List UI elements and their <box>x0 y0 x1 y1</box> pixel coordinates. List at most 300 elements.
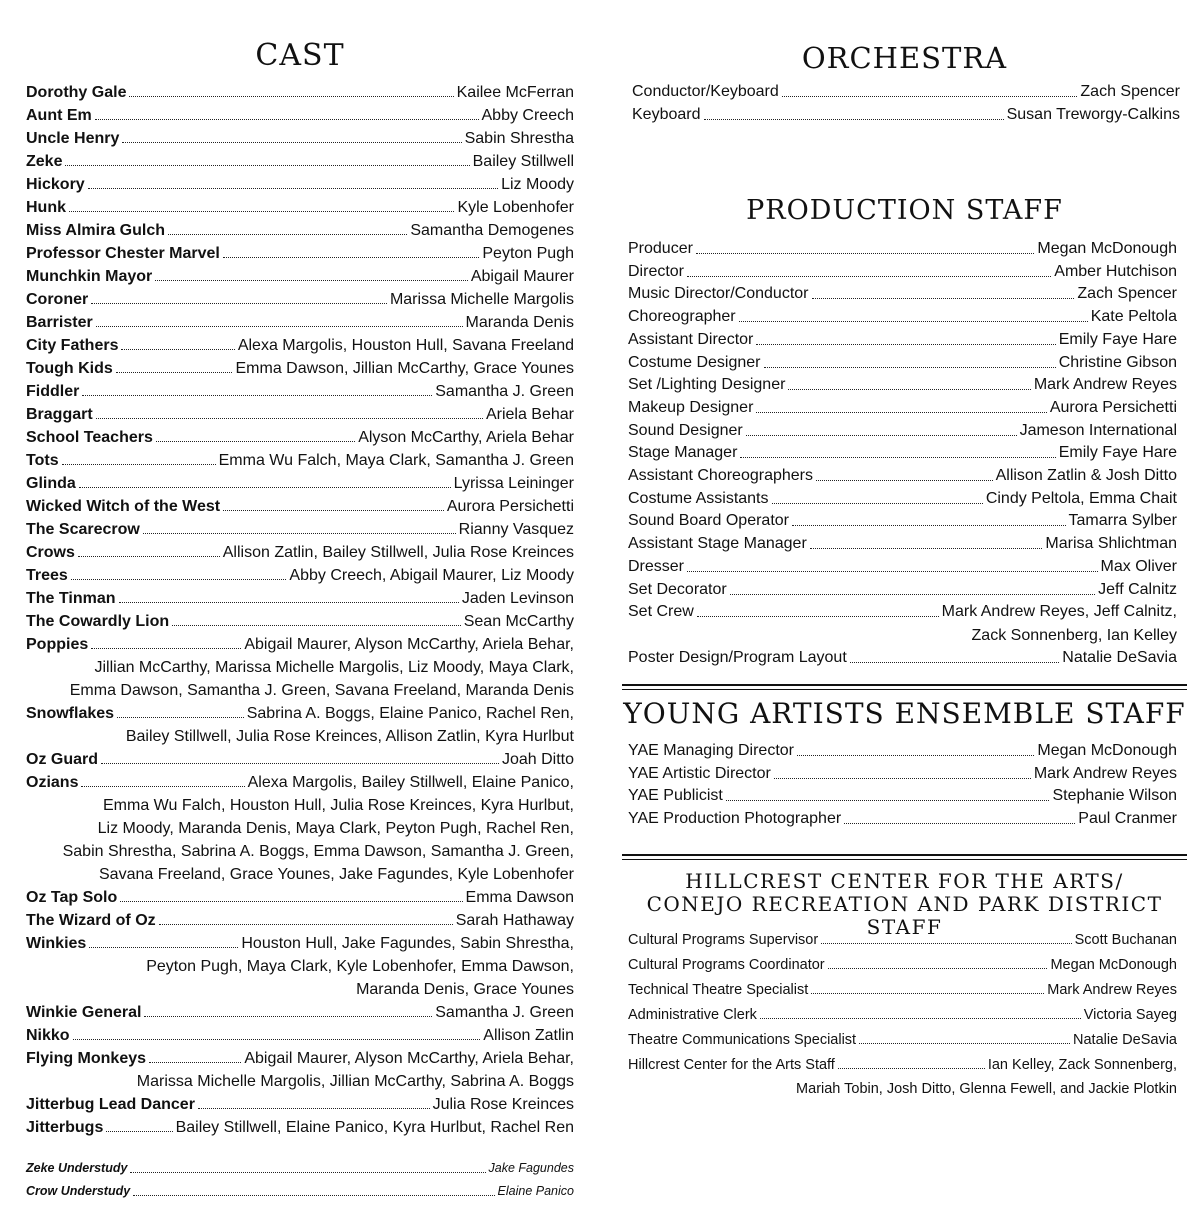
performer-names: Rianny Vasquez <box>458 521 574 538</box>
performer-names: Ariela Behar <box>485 406 574 423</box>
performer-names-continued: Sabin Shrestha, Sabrina A. Boggs, Emma Dawson, Samantha J. Green, <box>62 843 574 860</box>
credit-row <box>628 763 1177 786</box>
performer-names: Paul Cranmer <box>1078 810 1177 828</box>
credit-row <box>26 472 574 495</box>
orchestra-list <box>632 81 1180 126</box>
dot-leader <box>69 196 454 212</box>
credit-row <box>628 1053 1177 1078</box>
credit-row <box>26 311 574 334</box>
role-label: Munchkin Mayor <box>26 268 153 285</box>
role-label: Keyboard <box>632 105 701 123</box>
credit-row <box>628 808 1177 831</box>
role-label: Zeke <box>26 153 63 170</box>
dot-leader <box>71 564 287 580</box>
performer-names: Emily Faye Hare <box>1058 444 1177 462</box>
credit-row <box>26 242 574 265</box>
role-label: Cultural Programs Coordinator <box>628 957 825 973</box>
performer-names: Joah Ditto <box>501 751 574 768</box>
dot-leader <box>797 740 1034 756</box>
credit-row <box>26 1024 574 1047</box>
credit-row <box>26 449 574 472</box>
performer-names: Max Oliver <box>1100 557 1177 575</box>
role-label: Crow Understudy <box>26 1184 131 1198</box>
performer-names: Julia Rose Kreinces <box>432 1096 574 1113</box>
performer-names-continued: Maranda Denis, Grace Younes <box>356 981 574 998</box>
role-label: Dresser <box>628 557 685 575</box>
role-label: Zeke Understudy <box>26 1161 128 1175</box>
performer-names: Mark Andrew Reyes <box>1033 376 1177 394</box>
role-label: YAE Publicist <box>628 787 723 805</box>
dot-leader <box>740 442 1055 458</box>
performer-names: Samantha J. Green <box>435 383 574 400</box>
credit-row <box>26 334 574 357</box>
performer-names: Scott Buchanan <box>1074 932 1177 948</box>
role-label: Conductor/Keyboard <box>632 83 779 100</box>
credit-row <box>26 265 574 288</box>
credit-row <box>628 352 1177 375</box>
credit-row <box>26 219 574 242</box>
dot-leader <box>697 601 939 617</box>
credit-row <box>26 1157 574 1180</box>
credit-row <box>632 104 1180 127</box>
production-heading: PRODUCTION STAFF <box>746 195 1063 226</box>
role-label: Costume Designer <box>628 353 761 371</box>
credit-row <box>628 420 1177 443</box>
performer-names: Peyton Pugh <box>482 245 574 262</box>
role-label: Makeup Designer <box>628 398 754 416</box>
performer-names-continued: Peyton Pugh, Maya Clark, Kyle Lobenhofer, Emma Dawson, <box>146 958 574 975</box>
credit-row <box>628 647 1177 670</box>
credit-row <box>26 173 574 196</box>
dot-leader <box>821 928 1071 944</box>
dot-leader <box>91 633 241 649</box>
divider <box>622 684 1187 686</box>
role-label: Barrister <box>26 314 93 331</box>
divider <box>622 859 1187 860</box>
dot-leader <box>726 785 1050 801</box>
dot-leader <box>65 150 469 166</box>
performer-names: Abby Creech <box>481 107 574 124</box>
dot-leader <box>62 449 216 465</box>
role-label: YAE Artistic Director <box>628 764 771 782</box>
credit-row <box>26 196 574 219</box>
yae-heading: YOUNG ARTISTS ENSEMBLE STAFF <box>623 697 1186 730</box>
performer-names-continued: Emma Wu Falch, Houston Hull, Julia Rose Kreinces, Kyra Hurlbut, <box>103 797 574 814</box>
cast-heading: CAST <box>255 38 345 73</box>
performer-names: Jake Fagundes <box>488 1161 574 1175</box>
role-label: The Tinman <box>26 590 116 607</box>
performer-names: Allison Zatlin <box>483 1027 574 1044</box>
dot-leader <box>119 587 459 603</box>
dot-leader <box>144 1001 432 1017</box>
role-label: Set Crew <box>628 603 694 621</box>
dot-leader <box>159 909 453 925</box>
credit-row <box>26 610 574 633</box>
dot-leader <box>223 242 480 258</box>
role-label: School Teachers <box>26 429 153 446</box>
dot-leader <box>756 397 1046 413</box>
role-label: Stage Manager <box>628 444 738 462</box>
dot-leader <box>91 288 387 304</box>
credit-row <box>26 771 574 794</box>
role-label: The Wizard of Oz <box>26 912 156 929</box>
performer-names: Allison Zatlin & Josh Ditto <box>995 467 1177 485</box>
role-label: Assistant Stage Manager <box>628 535 807 553</box>
credit-row <box>26 564 574 587</box>
performer-names: Jameson International <box>1019 421 1177 439</box>
credit-row <box>628 283 1177 306</box>
role-label: Tots <box>26 452 59 469</box>
dot-leader <box>746 420 1017 436</box>
role-label: Hunk <box>26 199 66 216</box>
role-label: Poster Design/Program Layout <box>628 648 847 666</box>
performer-names-continued: Bailey Stillwell, Julia Rose Kreinces, Allison Zatlin, Kyra Hurlbut <box>125 728 574 745</box>
credit-row <box>628 978 1177 1003</box>
hillcrest-heading-line2: CONEJO RECREATION AND PARK DISTRICT STAFF <box>646 892 1163 939</box>
performer-names: Megan McDonough <box>1037 742 1177 759</box>
dot-leader <box>844 808 1075 824</box>
credit-row <box>628 465 1177 488</box>
performer-names-continued: Emma Dawson, Samantha J. Green, Savana Freeland, Maranda Denis <box>69 682 574 699</box>
performer-names: Zach Spencer <box>1077 285 1177 303</box>
performer-names: Emily Faye Hare <box>1058 330 1177 348</box>
divider <box>622 854 1187 856</box>
divider <box>622 689 1187 690</box>
hillcrest-heading-line1: HILLCREST CENTER FOR THE ARTS/ <box>685 869 1124 893</box>
dot-leader <box>756 329 1055 345</box>
dot-leader <box>764 352 1056 368</box>
credit-row <box>628 261 1177 284</box>
performer-names: Amber Hutchison <box>1054 262 1177 280</box>
dot-leader <box>739 306 1088 322</box>
performer-names: Kailee McFerran <box>456 84 574 101</box>
performer-names: Susan Treworgy-Calkins <box>1006 105 1180 123</box>
role-label: Poppies <box>26 636 89 653</box>
dot-leader <box>696 238 1034 254</box>
credit-row <box>26 1093 574 1116</box>
role-label: Oz Guard <box>26 751 99 768</box>
role-label: Technical Theatre Specialist <box>628 982 809 998</box>
dot-leader <box>78 541 220 557</box>
performer-names: Bailey Stillwell <box>472 153 574 170</box>
performer-names-continued: Savana Freeland, Grace Younes, Jake Fagundes, Kyle Lobenhofer <box>99 866 574 883</box>
role-label: YAE Production Photographer <box>628 810 842 828</box>
dot-leader <box>687 556 1098 572</box>
dot-leader <box>133 1180 494 1196</box>
role-label: Glinda <box>26 475 76 492</box>
performer-names: Maranda Denis <box>465 314 574 331</box>
hillcrest-list <box>628 928 1177 1100</box>
role-label: Hickory <box>26 176 85 193</box>
role-label: Set Decorator <box>628 580 727 598</box>
role-label: Director <box>628 262 685 280</box>
role-label: Flying Monkeys <box>26 1050 147 1067</box>
role-label: Crows <box>26 544 75 561</box>
credit-row <box>628 601 1177 624</box>
dot-leader <box>687 261 1051 277</box>
credit-row <box>26 426 574 449</box>
credit-row <box>26 541 574 564</box>
credit-row <box>628 579 1177 602</box>
role-label: Snowflakes <box>26 705 115 722</box>
performer-names: Aurora Persichetti <box>446 498 574 515</box>
performer-names: Natalie DeSavia <box>1062 648 1177 666</box>
credit-row <box>628 953 1177 978</box>
performer-names: Emma Wu Falch, Maya Clark, Samantha J. Green <box>218 452 574 469</box>
role-label: Braggart <box>26 406 93 423</box>
role-label: Theatre Communications Specialist <box>628 1032 857 1048</box>
credit-row <box>26 1116 574 1139</box>
performer-names: Victoria Sayeg <box>1083 1007 1177 1023</box>
credit-row <box>628 442 1177 465</box>
performer-names: Ian Kelley, Zack Sonnenberg, <box>987 1057 1177 1073</box>
performer-names: Abigail Maurer, Alyson McCarthy, Ariela Behar, <box>244 636 574 653</box>
performer-names: Megan McDonough <box>1037 240 1177 257</box>
credit-row <box>26 748 574 771</box>
role-label: Producer <box>628 240 693 257</box>
role-label: Administrative Clerk <box>628 1007 757 1023</box>
dot-leader <box>811 978 1044 994</box>
dot-leader <box>812 283 1075 299</box>
credit-row <box>26 495 574 518</box>
performer-names: Samantha Demogenes <box>410 222 574 239</box>
performer-names: Emma Dawson, Jillian McCarthy, Grace Younes <box>235 360 574 377</box>
dot-leader <box>95 104 479 120</box>
dot-leader <box>88 173 498 189</box>
dot-leader <box>774 763 1031 779</box>
credit-row <box>26 886 574 909</box>
role-label: Ozians <box>26 774 79 791</box>
performer-names: Elaine Panico <box>497 1184 574 1198</box>
performer-names: Mark Andrew Reyes <box>1047 982 1177 998</box>
performer-names: Liz Moody <box>501 176 574 193</box>
role-label: Miss Almira Gulch <box>26 222 165 239</box>
role-label: Wicked Witch of the West <box>26 498 221 515</box>
dot-leader <box>198 1093 430 1109</box>
role-label: Winkies <box>26 935 87 952</box>
performer-names: Sarah Hathaway <box>455 912 574 929</box>
role-label: Assistant Choreographers <box>628 467 813 485</box>
dot-leader <box>129 81 453 97</box>
credit-row <box>26 380 574 403</box>
performer-names: Alexa Margolis, Houston Hull, Savana Freeland <box>237 337 574 354</box>
dot-leader <box>816 465 993 481</box>
understudy-list <box>26 1157 574 1203</box>
performer-names-continued: Mariah Tobin, Josh Ditto, Glenna Fewell, and Jackie Plotkin <box>796 1081 1177 1097</box>
credit-row <box>628 533 1177 556</box>
credit-row <box>628 1028 1177 1053</box>
credit-row <box>628 556 1177 579</box>
role-label: YAE Managing Director <box>628 742 794 759</box>
role-label: The Cowardly Lion <box>26 613 170 630</box>
performer-names: Abby Creech, Abigail Maurer, Liz Moody <box>289 567 574 584</box>
dot-leader <box>96 311 463 327</box>
credit-row <box>628 397 1177 420</box>
credit-row <box>26 288 574 311</box>
role-label: Nikko <box>26 1027 70 1044</box>
performer-names: Lyrissa Leininger <box>453 475 574 492</box>
dot-leader <box>106 1116 172 1132</box>
performer-names: Jaden Levinson <box>461 590 574 607</box>
dot-leader <box>149 1047 241 1063</box>
production-list <box>628 238 1177 670</box>
dot-leader <box>79 472 451 488</box>
credit-row <box>26 403 574 426</box>
role-label: Choreographer <box>628 308 736 326</box>
dot-leader <box>792 510 1066 526</box>
dot-leader <box>81 771 244 787</box>
credit-row <box>628 510 1177 533</box>
dot-leader <box>82 380 432 396</box>
performer-names: Kyle Lobenhofer <box>457 199 574 216</box>
dot-leader <box>156 426 355 442</box>
performer-names: Allison Zatlin, Bailey Stillwell, Julia Rose Kreinces <box>222 544 574 561</box>
dot-leader <box>116 357 233 373</box>
credit-row <box>26 909 574 932</box>
credit-row <box>628 785 1177 808</box>
performer-names: Mark Andrew Reyes <box>1033 764 1177 782</box>
credit-row <box>26 1180 574 1203</box>
credit-row <box>26 633 574 656</box>
credit-row <box>628 740 1177 763</box>
cast-list <box>26 81 574 1139</box>
performer-names: Alexa Margolis, Bailey Stillwell, Elaine Panico, <box>247 774 574 791</box>
credit-row <box>628 1003 1177 1028</box>
role-label: The Scarecrow <box>26 521 140 538</box>
credit-row <box>628 306 1177 329</box>
role-label: Oz Tap Solo <box>26 889 118 906</box>
role-label: Costume Assistants <box>628 489 769 507</box>
credit-row <box>26 357 574 380</box>
performer-names: Sabin Shrestha <box>464 130 574 147</box>
role-label: Sound Designer <box>628 421 743 439</box>
role-label: Hillcrest Center for the Arts Staff <box>628 1057 835 1073</box>
role-label: Dorothy Gale <box>26 84 127 101</box>
dot-leader <box>101 748 499 764</box>
role-label: Jitterbugs <box>26 1119 104 1136</box>
performer-names-continued: Zack Sonnenberg, Ian Kelley <box>971 626 1177 644</box>
dot-leader <box>782 81 1078 97</box>
performer-names: Tamarra Sylber <box>1068 512 1177 530</box>
performer-names: Cindy Peltola, Emma Chait <box>985 489 1177 507</box>
role-label: Set /Lighting Designer <box>628 376 786 394</box>
performer-names: Sean McCarthy <box>463 613 574 630</box>
dot-leader <box>772 488 983 504</box>
role-label: Sound Board Operator <box>628 512 789 530</box>
credit-row <box>26 150 574 173</box>
performer-names: Aurora Persichetti <box>1049 398 1177 416</box>
performer-names: Christine Gibson <box>1058 353 1177 371</box>
dot-leader <box>810 533 1043 549</box>
credit-row <box>26 587 574 610</box>
credit-row <box>26 702 574 725</box>
dot-leader <box>155 265 468 281</box>
dot-leader <box>704 104 1004 120</box>
dot-leader <box>89 932 238 948</box>
dot-leader <box>172 610 461 626</box>
performer-names: Samantha J. Green <box>435 1004 574 1021</box>
yae-list <box>628 740 1177 831</box>
dot-leader <box>143 518 456 534</box>
performer-names: Alyson McCarthy, Ariela Behar <box>358 429 574 446</box>
dot-leader <box>730 579 1095 595</box>
role-label: Cultural Programs Supervisor <box>628 932 819 948</box>
dot-leader <box>838 1053 985 1069</box>
performer-names-continued: Liz Moody, Maranda Denis, Maya Clark, Peyton Pugh, Rachel Ren, <box>97 820 574 837</box>
credit-row <box>26 81 574 104</box>
performer-names: Natalie DeSavia <box>1073 1032 1177 1048</box>
performer-names-continued: Jillian McCarthy, Marissa Michelle Margolis, Liz Moody, Maya Clark, <box>94 659 574 676</box>
performer-names: Abigail Maurer <box>470 268 574 285</box>
dot-leader <box>850 647 1059 663</box>
performer-names: Jeff Calnitz <box>1098 580 1177 598</box>
performer-names: Emma Dawson <box>465 889 574 906</box>
performer-names: Sabrina A. Boggs, Elaine Panico, Rachel Ren, <box>246 705 574 722</box>
role-label: Coroner <box>26 291 89 308</box>
role-label: Assistant Director <box>628 330 754 348</box>
orchestra-heading: ORCHESTRA <box>801 41 1008 75</box>
dot-leader <box>73 1024 481 1040</box>
dot-leader <box>117 702 244 718</box>
dot-leader <box>168 219 407 235</box>
credit-row <box>26 127 574 150</box>
role-label: Aunt Em <box>26 107 92 124</box>
role-label: Professor Chester Marvel <box>26 245 220 262</box>
performer-names: Zach Spencer <box>1080 83 1180 100</box>
performer-names: Abigail Maurer, Alyson McCarthy, Ariela Behar, <box>244 1050 574 1067</box>
dot-leader <box>96 403 483 419</box>
credit-row <box>628 329 1177 352</box>
credit-row <box>26 932 574 955</box>
dot-leader <box>120 886 462 902</box>
credit-row <box>628 374 1177 397</box>
dot-leader <box>828 953 1048 969</box>
dot-leader <box>130 1157 485 1173</box>
performer-names: Houston Hull, Jake Fagundes, Sabin Shrestha, <box>241 935 574 952</box>
dot-leader <box>223 495 444 511</box>
credit-row <box>26 1001 574 1024</box>
credit-row <box>26 518 574 541</box>
performer-names: Marisa Shlichtman <box>1045 535 1177 553</box>
credit-row <box>628 488 1177 511</box>
dot-leader <box>788 374 1030 390</box>
role-label: City Fathers <box>26 337 119 354</box>
performer-names: Kate Peltola <box>1090 308 1177 326</box>
role-label: Fiddler <box>26 383 80 400</box>
credit-row <box>632 81 1180 104</box>
performer-names-continued: Marissa Michelle Margolis, Jillian McCarthy, Sabrina A. Boggs <box>136 1073 574 1090</box>
role-label: Winkie General <box>26 1004 142 1021</box>
role-label: Jitterbug Lead Dancer <box>26 1096 195 1113</box>
role-label: Tough Kids <box>26 360 113 377</box>
dot-leader <box>122 127 461 143</box>
role-label: Uncle Henry <box>26 130 120 147</box>
role-label: Trees <box>26 567 68 584</box>
credit-row <box>26 1047 574 1070</box>
performer-names: Marissa Michelle Margolis <box>389 291 574 308</box>
dot-leader <box>760 1003 1081 1019</box>
performer-names: Mark Andrew Reyes, Jeff Calnitz, <box>941 603 1177 621</box>
dot-leader <box>859 1028 1070 1044</box>
dot-leader <box>121 334 234 350</box>
credit-row <box>26 104 574 127</box>
role-label: Music Director/Conductor <box>628 285 809 303</box>
performer-names: Bailey Stillwell, Elaine Panico, Kyra Hurlbut, Rachel Ren <box>175 1119 574 1136</box>
credit-row <box>628 928 1177 953</box>
credit-row <box>628 238 1177 261</box>
performer-names: Stephanie Wilson <box>1052 787 1177 805</box>
performer-names: Megan McDonough <box>1050 957 1177 973</box>
